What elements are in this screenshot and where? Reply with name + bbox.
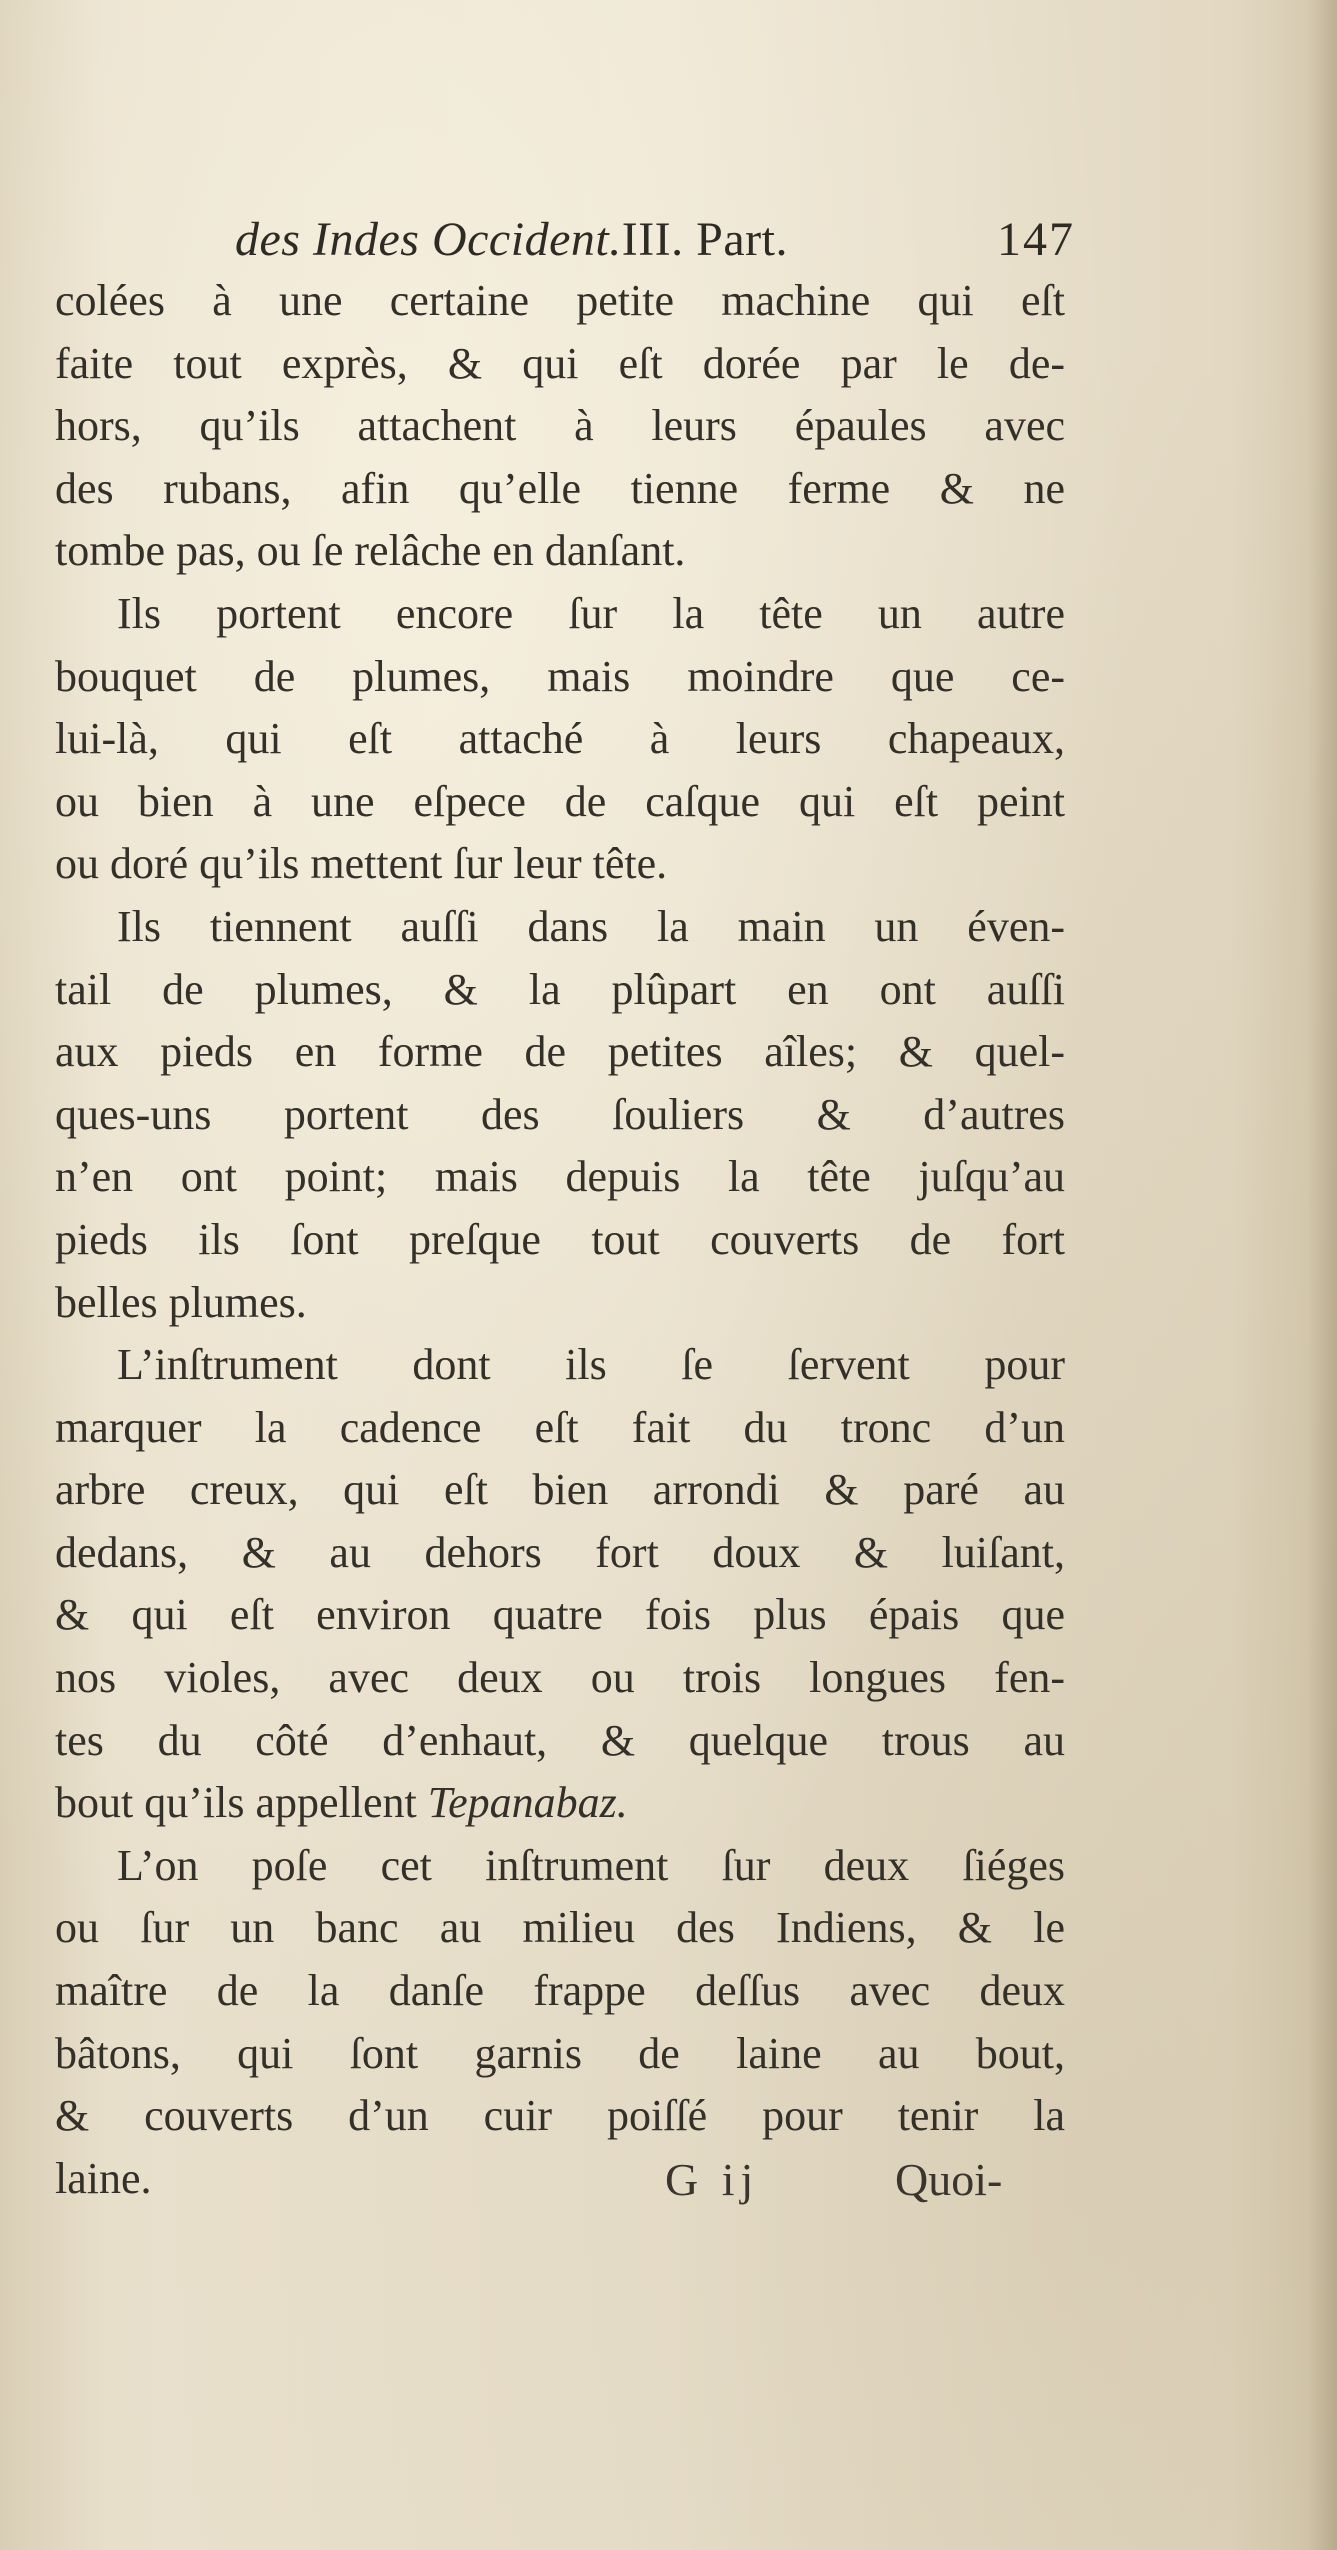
text-line-content: bout qu’ils appellent	[55, 1778, 417, 1828]
text-line-content: ou doré qu’ils mettent ſur leur tête.	[55, 839, 668, 889]
text-line	[55, 1835, 1065, 1898]
text-line-content: bâtons, qui ſont garnis de laine au bout,	[55, 2028, 1065, 2078]
text-line	[55, 520, 1065, 583]
text-line	[55, 1647, 1065, 1710]
text-line	[55, 1084, 1065, 1147]
text-line	[55, 1772, 1065, 1835]
text-line	[55, 2085, 1065, 2148]
text-line-content: marquer la cadence eſt fait du tronc d’un	[55, 1402, 1065, 1452]
text-line	[55, 1209, 1065, 1272]
running-head-title-italic: des Indes Occident.	[235, 213, 622, 266]
signature-mark: G ij	[665, 2154, 760, 2205]
text-line-content: tes du côté d’enhaut, & quelque trous au	[55, 1715, 1065, 1765]
text-line	[55, 1021, 1065, 1084]
text-line-content: laine.	[55, 2153, 152, 2203]
body-text	[55, 270, 1065, 2210]
text-line-content: des rubans, afin qu’elle tienne ferme & ne	[55, 463, 1065, 513]
text-line-content: nos violes, avec deux ou trois longues fen-	[55, 1653, 1065, 1703]
text-line	[55, 896, 1065, 959]
text-line-content: dedans, & au dehors fort doux & luiſant,	[55, 1527, 1065, 1577]
page-footer	[0, 2153, 1337, 2213]
text-line	[55, 959, 1065, 1022]
text-line	[55, 2023, 1065, 2086]
page-number: 147	[997, 213, 1075, 266]
text-line-content: ou bien à une eſpece de caſque qui eſt peint	[55, 776, 1065, 826]
text-line-content: ques-uns portent des ſouliers & d’autres	[55, 1089, 1065, 1139]
text-line	[55, 646, 1065, 709]
text-line-italic: Tepanabaz.	[427, 1778, 628, 1828]
text-line-content: Ils tiennent auſſi dans la main un éven-	[117, 901, 1065, 951]
text-line-content: L’inſtrument dont ils ſe ſervent pour	[117, 1340, 1065, 1390]
text-line	[55, 1522, 1065, 1585]
text-line-content: & couverts d’un cuir poiſſé pour tenir la	[55, 2091, 1065, 2141]
text-line-content: & qui eſt environ quatre fois plus épais que	[55, 1590, 1065, 1640]
running-head	[235, 212, 1075, 272]
text-line	[55, 1897, 1065, 1960]
text-line-content: arbre creux, qui eſt bien arrondi & paré au	[55, 1465, 1065, 1515]
catchword: Quoi-	[895, 2154, 1003, 2205]
running-head-title-upright: III. Part.	[621, 213, 788, 266]
text-line	[55, 395, 1065, 458]
text-line-content: tail de plumes, & la plûpart en ont auſſi	[55, 964, 1065, 1014]
text-line-content: tombe pas, ou ſe relâche en danſant.	[55, 526, 686, 576]
text-line	[55, 1960, 1065, 2023]
text-line	[55, 583, 1065, 646]
text-line-content: colées à une certaine petite machine qui eſt	[55, 276, 1065, 325]
text-line-content: lui-là, qui eſt attaché à leurs chapeaux,	[55, 714, 1065, 764]
text-line	[55, 708, 1065, 771]
text-line	[55, 1459, 1065, 1522]
text-line-content: Ils portent encore ſur la tête un autre	[117, 588, 1065, 638]
text-line-content: aux pieds en forme de petites aîles; & quel-	[55, 1027, 1065, 1077]
text-line-content: hors, qu’ils attachent à leurs épaules avec	[55, 401, 1065, 451]
text-line-content: belles plumes.	[55, 1277, 307, 1327]
text-line-content: n’en ont point; mais depuis la tête juſqu’au	[55, 1152, 1065, 1202]
text-line-content: bouquet de plumes, mais moindre que ce-	[55, 651, 1065, 701]
text-line	[55, 458, 1065, 521]
text-line	[55, 1146, 1065, 1209]
text-line	[55, 270, 1065, 333]
text-line	[55, 1272, 1065, 1335]
running-head-title	[235, 212, 788, 267]
text-line	[55, 833, 1065, 896]
text-line-content: faite tout exprès, & qui eſt dorée par le de-	[55, 338, 1065, 388]
text-line	[55, 1397, 1065, 1460]
text-line-content: pieds ils ſont preſque tout couverts de fort	[55, 1214, 1065, 1264]
text-line	[55, 1710, 1065, 1773]
text-line-content: L’on poſe cet inſtrument ſur deux ſiéges	[117, 1840, 1065, 1890]
text-line	[55, 1584, 1065, 1647]
text-line	[55, 1334, 1065, 1397]
text-line	[55, 333, 1065, 396]
text-line-content: ou ſur un banc au milieu des Indiens, & le	[55, 1903, 1065, 1953]
text-line-content: maître de la danſe frappe deſſus avec deux	[55, 1966, 1065, 2016]
text-line	[55, 771, 1065, 834]
